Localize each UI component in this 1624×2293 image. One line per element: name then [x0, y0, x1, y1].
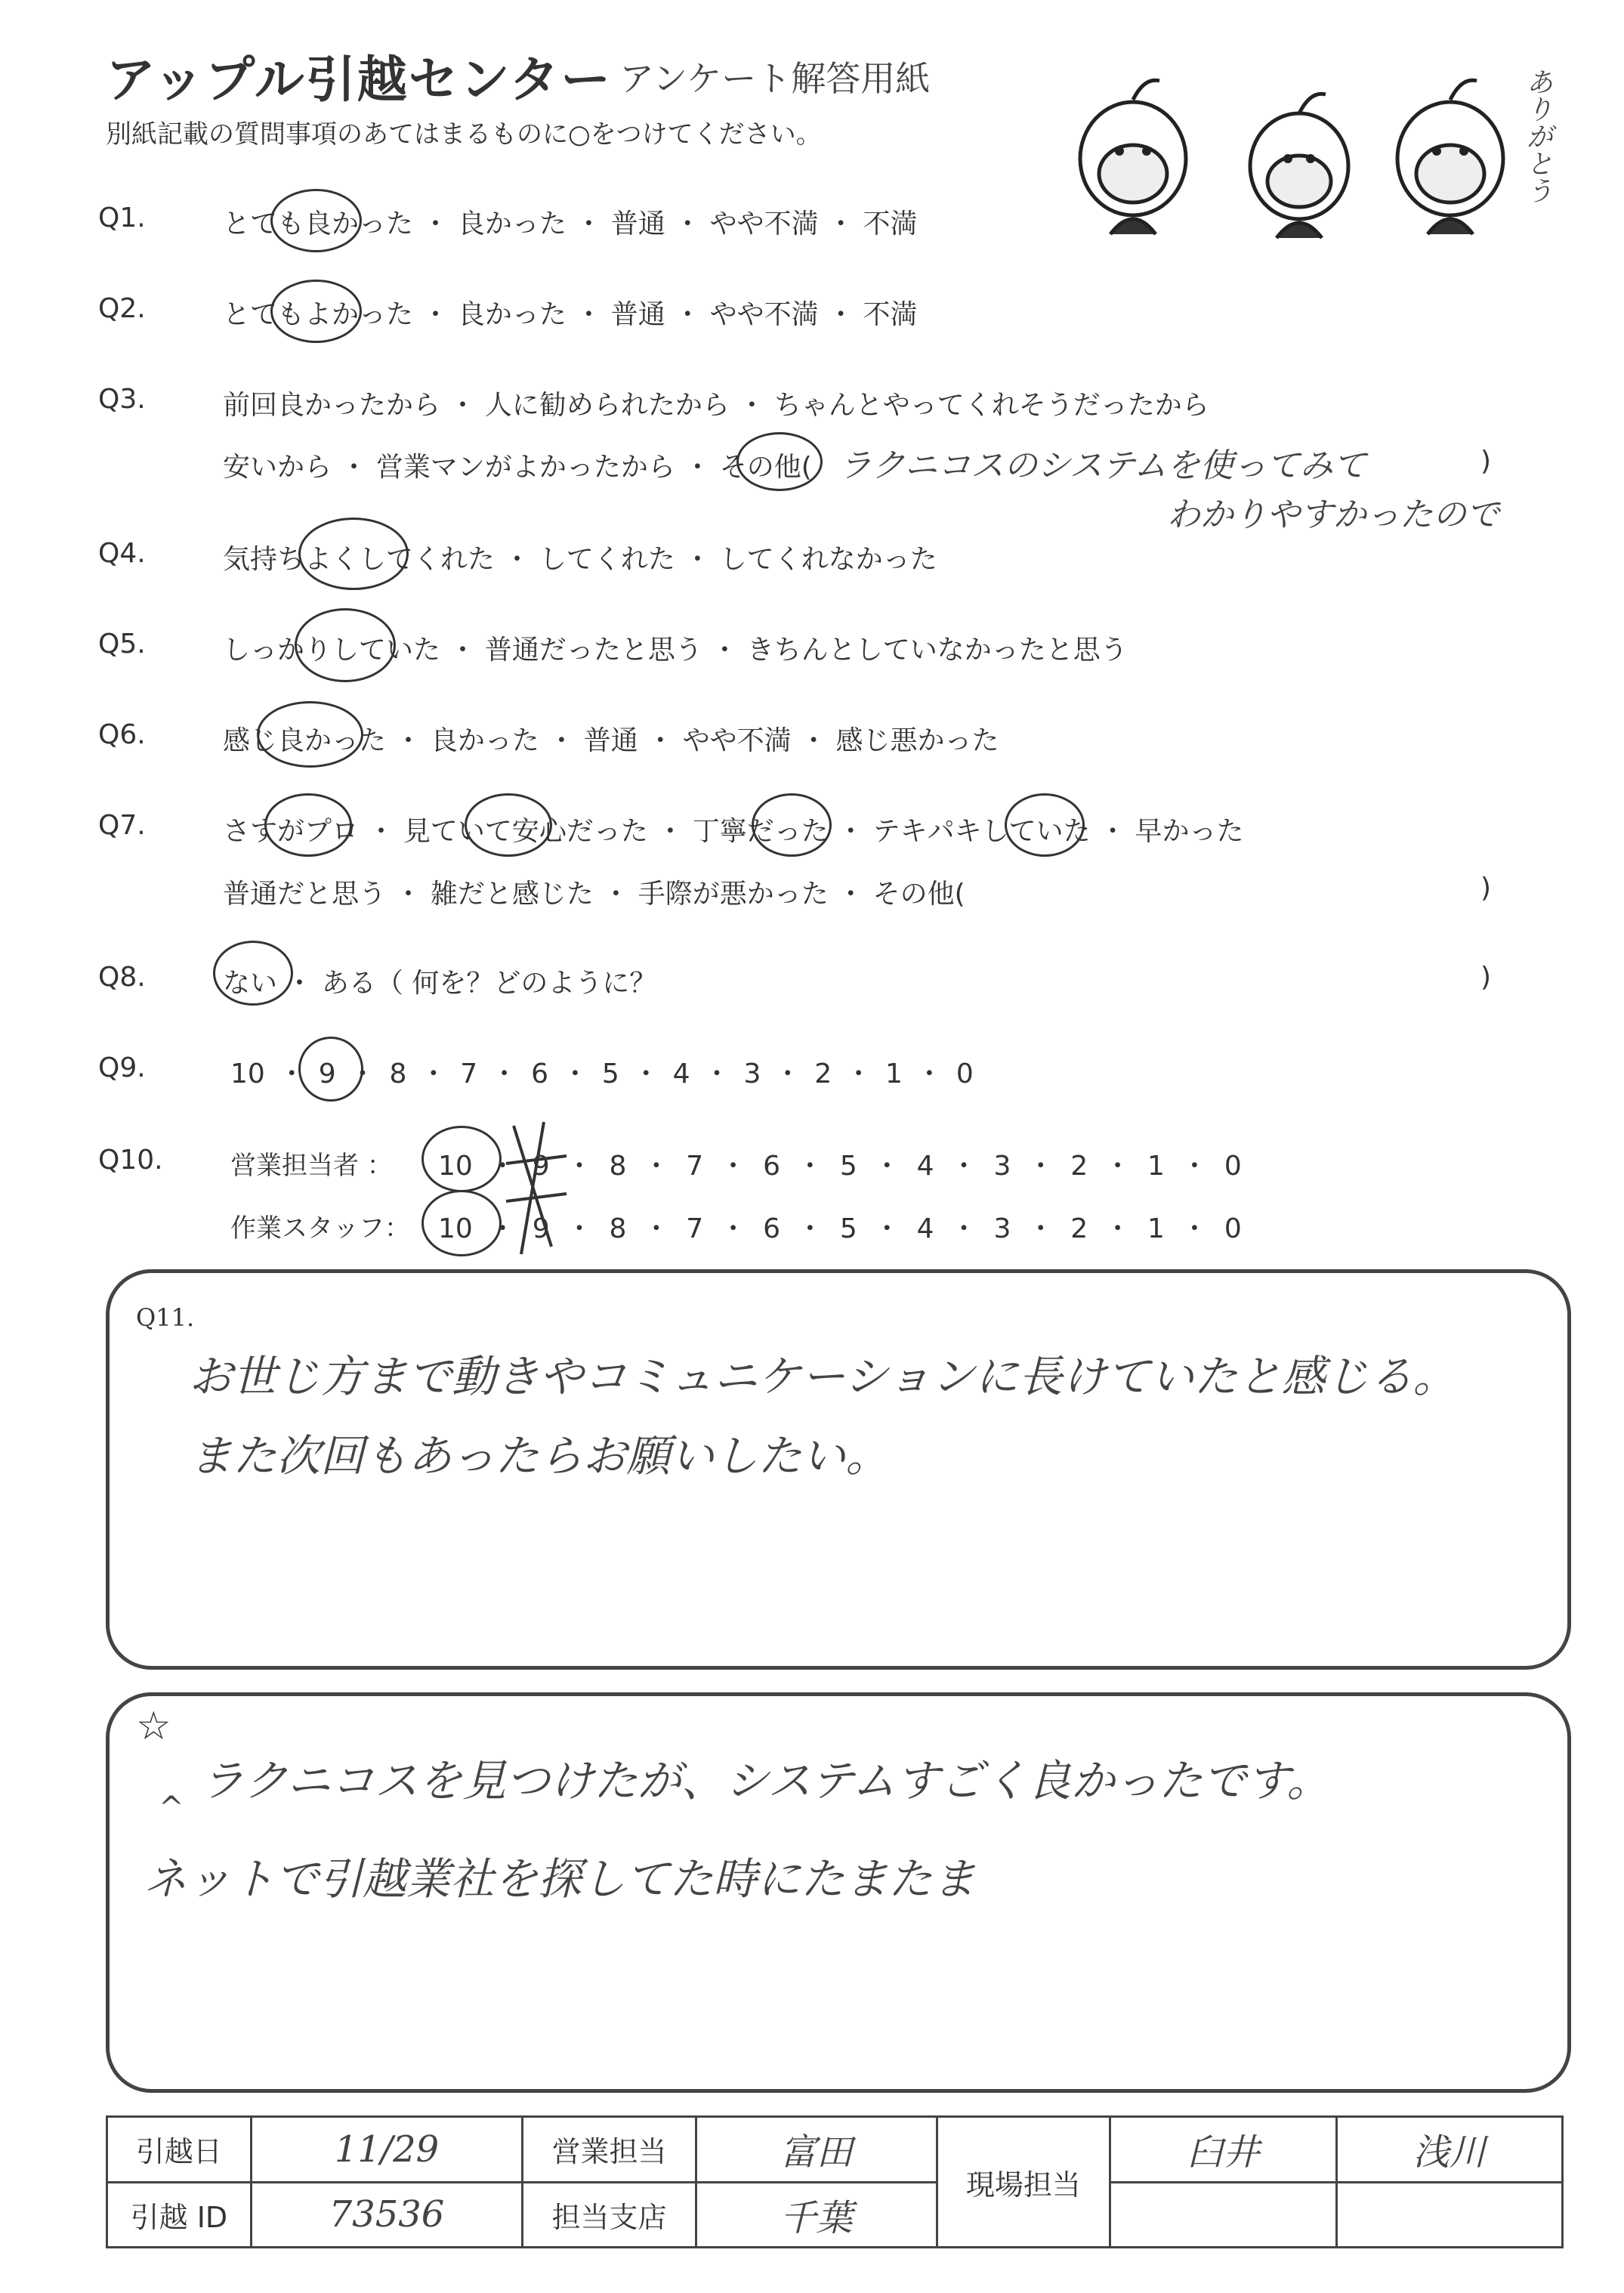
q10-sales-scale: 10 ・ 9 ・ 8 ・ 7 ・ 6 ・ 5 ・ 4 ・ 3 ・ 2 ・ 1 ・ 0 — [438, 1151, 1242, 1182]
site-staff-2: 浅川 — [1336, 2117, 1562, 2183]
site-staff-label: 現場担当 — [937, 2117, 1110, 2248]
site-staff-1: 臼井 — [1110, 2117, 1336, 2183]
q1-options: とても良かった ・ 良かった ・ 普通 ・ やや不満 ・ 不満 — [223, 209, 918, 239]
move-id-label: 引越 ID — [107, 2182, 252, 2248]
q5-answer-circle — [295, 608, 396, 682]
star-comment-line1: ラクニコスを見つけたが、システムすごく良かったです。 — [200, 1755, 1331, 1806]
q10-staff-circle — [421, 1190, 502, 1256]
q8-options: ない ・ ある（ 何を？どのように？ — [223, 968, 657, 999]
monkey-mascots-icon — [1050, 45, 1548, 257]
q7-options-line2: 普通だと思う ・ 雑だと感じた ・ 手際が悪かった ・ その他( — [223, 879, 965, 910]
q3-options: 前回良かったから ・ 人に勧められたから ・ ちゃんとやってくれそうだったから — [223, 390, 1209, 421]
q9-answer-circle — [298, 1037, 363, 1102]
q3-options-line2: 安いから ・ 営業マンがよかったから ・ その他( — [223, 452, 812, 483]
q6-label: Q6. — [98, 719, 146, 750]
q10-staff-label: 作業スタッフ： — [230, 1213, 410, 1244]
site-staff-empty-1 — [1110, 2182, 1336, 2248]
q3-label: Q3. — [98, 384, 146, 415]
q11-comment-line1: お世じ方まで動きやコミュニケーションに長けていたと感じる。 — [189, 1351, 1457, 1402]
q10-sales-circle — [421, 1126, 502, 1192]
q8-label: Q8. — [98, 962, 146, 993]
sales-rep-label: 営業担当 — [523, 2117, 696, 2183]
q3-close-paren: ) — [1480, 446, 1492, 477]
q7-circle-pro — [264, 793, 352, 857]
sales-rep-value: 富田 — [696, 2117, 937, 2183]
q5-options: しっかりしていた ・ 普通だったと思う ・ きちんとしていなかったと思う — [223, 635, 1128, 666]
q7-circle-tekipaki — [1005, 793, 1085, 857]
q6-options: 感じ良かった ・ 良かった ・ 普通 ・ やや不満 ・ 感じ悪かった — [223, 725, 999, 756]
q4-options: 気持ちよくしてくれた ・ してくれた ・ してくれなかった — [223, 544, 937, 575]
form-subtitle: アンケート解答用紙 — [619, 58, 931, 99]
q6-answer-circle — [257, 701, 363, 768]
q3-handwritten-line2: わかりやすかったので — [1167, 496, 1499, 534]
instruction-text: 別紙記載の質問事項のあてはまるものに○をつけてください。 — [106, 119, 822, 150]
q7-close-paren: ) — [1480, 873, 1492, 904]
q1-label: Q1. — [98, 202, 146, 233]
q2-options: とてもよかった ・ 良かった ・ 普通 ・ やや不満 ・ 不満 — [223, 299, 918, 330]
q11-label: Q11. — [136, 1303, 195, 1332]
star-comment-line2: ネットで引越業社を探してた時にたまたま — [144, 1853, 977, 1905]
q2-answer-circle — [270, 280, 362, 343]
q3-answer-circle — [736, 432, 823, 491]
q7-options: さすがプロ ・ 見ていて安心だった ・ 丁寧だった ・ テキパキしていた ・ 早かった — [223, 816, 1244, 847]
site-staff-empty-2 — [1336, 2182, 1562, 2248]
q2-label: Q2. — [98, 293, 146, 324]
q10-scribble-mark — [499, 1111, 574, 1262]
q9-scale: 10 ・ 9 ・ 8 ・ 7 ・ 6 ・ 5 ・ 4 ・ 3 ・ 2 ・ 1 ・ 0 — [230, 1058, 974, 1089]
mascot-caption: ありがとう — [1522, 68, 1553, 204]
q10-staff-scale: 10 ・ 9 ・ 8 ・ 7 ・ 6 ・ 5 ・ 4 ・ 3 ・ 2 ・ 1 ・ 0 — [438, 1213, 1242, 1244]
q10-label: Q10. — [98, 1145, 163, 1176]
mascot-illustration — [1050, 45, 1548, 257]
q7-circle-teinei — [752, 793, 832, 857]
move-info-table — [106, 2115, 1564, 2248]
branch-label: 担当支店 — [523, 2182, 696, 2248]
star-icon: ☆ — [136, 1704, 171, 1749]
q11-comment-line2: また次回もあったらお願いしたい。 — [189, 1430, 890, 1482]
q3-handwritten-line1: ラクニコスのシステムを使ってみて — [838, 447, 1366, 485]
move-date-value: 11/29 — [251, 2117, 522, 2183]
q9-label: Q9. — [98, 1052, 146, 1083]
q7-circle-anshin — [465, 793, 552, 857]
move-id-value: 73536 — [251, 2182, 522, 2248]
move-date-label: 引越日 — [107, 2117, 252, 2183]
q4-label: Q4. — [98, 538, 146, 569]
branch-value: 千葉 — [696, 2182, 937, 2248]
q4-answer-circle — [298, 518, 409, 590]
q10-sales-label: 営業担当者 ： — [230, 1151, 393, 1181]
q8-close-paren: ) — [1480, 962, 1492, 993]
q1-answer-circle — [270, 189, 362, 252]
insert-caret-mark: ^ — [159, 1791, 184, 1825]
q5-label: Q5. — [98, 629, 146, 660]
form-title: アップル引越センター — [106, 51, 613, 109]
q7-label: Q7. — [98, 810, 146, 841]
q8-answer-circle — [213, 941, 293, 1006]
